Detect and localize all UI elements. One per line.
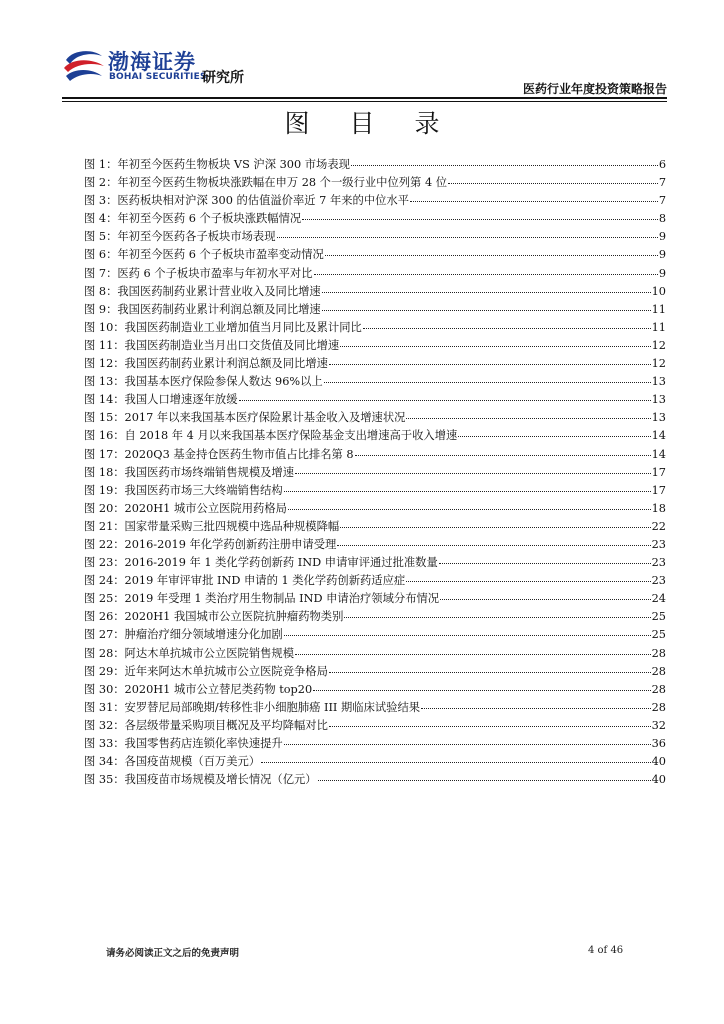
bohai-logo-icon bbox=[62, 48, 106, 84]
report-title: 医药行业年度投资策略报告 bbox=[522, 82, 667, 96]
toc-entry[interactable] bbox=[84, 391, 666, 409]
dot-leader bbox=[440, 598, 651, 600]
toc-entry-label: 图 2：年初至今医药生物板块涨跌幅在申万 28 个一级行业中位列第 4 位 bbox=[84, 176, 448, 190]
disclaimer-note: 请务必阅读正文之后的免责声明 bbox=[106, 948, 240, 959]
toc-entry-label: 图 7：医药 6 个子板块市盈率与年初水平对比 bbox=[84, 266, 313, 280]
dot-leader bbox=[340, 526, 650, 528]
toc-entry[interactable] bbox=[84, 246, 666, 264]
dot-leader bbox=[314, 273, 658, 275]
toc-entry-label: 图 35：我国疫苗市场规模及增长情况（亿元） bbox=[84, 773, 317, 787]
toc-entry-label: 图 25：2019 年受理 1 类治疗用生物制品 IND 申请治疗领域分布情况 bbox=[84, 592, 440, 606]
dot-leader bbox=[284, 743, 651, 745]
dot-leader bbox=[329, 363, 651, 365]
toc-entry-page: 7 bbox=[658, 194, 666, 208]
toc-entry-label: 图 1：年初至今医药生物板块 VS 沪深 300 市场表现 bbox=[84, 158, 350, 171]
toc-entry[interactable] bbox=[84, 319, 666, 337]
toc-entry-label: 图 12：我国医药制药业累计利润总额及同比增速 bbox=[84, 357, 328, 371]
toc-entry[interactable] bbox=[84, 283, 666, 301]
toc-entry-page: 17 bbox=[651, 465, 666, 479]
header-rule bbox=[62, 97, 667, 99]
dot-leader bbox=[351, 164, 658, 166]
toc-entry-label: 图 27：肿瘤治疗细分领域增速分化加剧 bbox=[84, 628, 283, 642]
toc-entry-page: 28 bbox=[651, 682, 666, 696]
toc-entry-page: 25 bbox=[651, 610, 666, 624]
dot-leader bbox=[284, 490, 651, 492]
toc-entry[interactable] bbox=[84, 192, 666, 210]
toc-entry[interactable] bbox=[84, 464, 666, 482]
toc-entry-label: 图 3：医药板块相对沪深 300 的估值溢价率近 7 年来的中位水平 bbox=[84, 194, 410, 208]
toc-entry-label: 图 5：年初至今医药各子板块市场表现 bbox=[84, 230, 276, 244]
toc-entry[interactable] bbox=[84, 663, 666, 681]
toc-entry-label: 图 20：2020H1 城市公立医院用药格局 bbox=[84, 501, 287, 515]
toc-entry[interactable] bbox=[84, 301, 666, 319]
toc-entry-label: 图 18：我国医药市场终端销售规模及增速 bbox=[84, 465, 295, 479]
toc-entry-label: 图 13：我国基本医疗保险参保人数达 96%以上 bbox=[84, 375, 323, 389]
toc-entry-label: 图 23：2016-2019 年 1 类化学药创新药 IND 申请审评通过批准数量 bbox=[84, 556, 438, 570]
dot-leader bbox=[439, 562, 651, 564]
toc-entry[interactable] bbox=[84, 626, 666, 644]
dot-leader bbox=[318, 779, 651, 781]
dot-leader bbox=[337, 544, 650, 546]
toc-entry[interactable] bbox=[84, 572, 666, 590]
logo-company-name: 渤海证券 bbox=[108, 50, 196, 74]
toc-entry[interactable] bbox=[84, 735, 666, 753]
toc-entry-label: 图 10：我国医药制造业工业增加值当月同比及累计同比 bbox=[84, 320, 362, 334]
toc-entry-page: 13 bbox=[651, 411, 666, 425]
toc-entry[interactable] bbox=[84, 355, 666, 373]
toc-entry-page: 28 bbox=[651, 664, 666, 678]
dot-leader bbox=[313, 689, 650, 691]
page-header bbox=[62, 42, 667, 98]
toc-heading: 图 目 录 bbox=[284, 109, 456, 138]
toc-entry[interactable] bbox=[84, 645, 666, 663]
toc-entry[interactable] bbox=[84, 210, 666, 228]
toc-entry-page: 11 bbox=[651, 302, 666, 316]
toc-entry[interactable] bbox=[84, 771, 666, 789]
toc-entry-page: 22 bbox=[651, 519, 666, 533]
dot-leader bbox=[344, 616, 650, 618]
toc-entry-page: 11 bbox=[651, 320, 666, 334]
toc-entry-page: 13 bbox=[651, 393, 666, 407]
toc-entry[interactable] bbox=[84, 373, 666, 391]
dot-leader bbox=[325, 254, 658, 256]
toc-entry-page: 40 bbox=[651, 773, 666, 787]
header-rule-thin bbox=[62, 101, 667, 102]
dot-leader bbox=[355, 454, 651, 456]
toc-entry-page: 23 bbox=[651, 556, 666, 570]
dot-leader bbox=[322, 309, 651, 311]
dot-leader bbox=[421, 707, 651, 709]
dot-leader bbox=[458, 435, 650, 437]
toc-entry-label: 图 32：各层级带量采购项目概况及平均降幅对比 bbox=[84, 718, 328, 732]
toc-entry-page: 23 bbox=[651, 574, 666, 588]
toc-entry[interactable] bbox=[84, 228, 666, 246]
toc-entry-page: 24 bbox=[651, 592, 666, 606]
toc-entry-page: 12 bbox=[651, 338, 666, 352]
toc-entry[interactable] bbox=[84, 608, 666, 626]
toc-entry-label: 图 16：自 2018 年 4 月以来我国基本医疗保险基金支出增速高于收入增速 bbox=[84, 429, 458, 443]
toc-entry-page: 14 bbox=[651, 429, 666, 443]
toc-entry-label: 图 8：我国医药制药业累计营业收入及同比增速 bbox=[84, 284, 321, 298]
figure-table-of-contents bbox=[84, 156, 666, 789]
toc-entry-label: 图 24：2019 年审评审批 IND 申请的 1 类化学药创新药适应症 bbox=[84, 574, 406, 588]
dot-leader bbox=[284, 634, 651, 636]
toc-entry[interactable] bbox=[84, 753, 666, 771]
dot-leader bbox=[277, 236, 658, 238]
toc-entry-label: 图 34：各国疫苗规模（百万美元） bbox=[84, 755, 261, 769]
dot-leader bbox=[406, 417, 650, 419]
dot-leader bbox=[448, 182, 658, 184]
dot-leader bbox=[322, 291, 651, 293]
toc-entry[interactable] bbox=[84, 482, 666, 500]
toc-entry[interactable] bbox=[84, 554, 666, 572]
toc-entry-label: 图 21：国家带量采购三批四规模中选品种规模降幅 bbox=[84, 519, 340, 533]
dot-leader bbox=[295, 472, 651, 474]
toc-entry-label: 图 28：阿达木单抗城市公立医院销售规模 bbox=[84, 646, 295, 660]
toc-entry-label: 图 9：我国医药制药业累计利润总额及同比增速 bbox=[84, 302, 321, 316]
toc-entry-page: 28 bbox=[651, 700, 666, 714]
page-number: 4 of 46 bbox=[588, 945, 624, 956]
logo-company-name-en: BOHAI SECURITIES bbox=[109, 72, 207, 82]
dot-leader bbox=[302, 218, 658, 220]
toc-entry-label: 图 6：年初至今医药 6 个子板块市盈率变动情况 bbox=[84, 248, 324, 262]
dot-leader bbox=[324, 381, 651, 383]
toc-entry-label: 图 33：我国零售药店连锁化率快速提升 bbox=[84, 737, 283, 750]
dot-leader bbox=[329, 671, 651, 673]
toc-entry[interactable] bbox=[84, 699, 666, 717]
dot-leader bbox=[288, 508, 651, 510]
dot-leader bbox=[410, 200, 658, 202]
toc-entry-label: 图 11：我国医药制造业当月出口交货值及同比增速 bbox=[84, 338, 340, 352]
toc-entry-page: 6 bbox=[658, 158, 666, 171]
toc-entry-label: 图 22：2016-2019 年化学药创新药注册申请受理 bbox=[84, 537, 337, 551]
toc-entry-page: 10 bbox=[651, 284, 666, 298]
toc-entry[interactable] bbox=[84, 500, 666, 518]
toc-entry[interactable] bbox=[84, 156, 666, 174]
toc-entry[interactable] bbox=[84, 681, 666, 699]
toc-entry-page: 36 bbox=[651, 737, 666, 750]
institute-label: 研究所 bbox=[202, 70, 244, 86]
toc-entry-label: 图 4：年初至今医药 6 个子板块涨跌幅情况 bbox=[84, 212, 302, 226]
toc-entry-label: 图 31：安罗替尼局部晚期/转移性非小细胞肺癌 III 期临床试验结果 bbox=[84, 700, 421, 714]
toc-entry-page: 23 bbox=[651, 537, 666, 551]
toc-entry-label: 图 26：2020H1 我国城市公立医院抗肿瘤药物类别 bbox=[84, 610, 344, 624]
toc-entry-page: 9 bbox=[658, 230, 666, 244]
toc-entry-page: 28 bbox=[651, 646, 666, 660]
toc-entry-label: 图 17：2020Q3 基金持仓医药生物市值占比排名第 8 bbox=[84, 447, 354, 461]
dot-leader bbox=[363, 327, 651, 329]
toc-entry-page: 32 bbox=[651, 718, 666, 732]
toc-entry[interactable] bbox=[84, 265, 666, 283]
dot-leader bbox=[295, 653, 651, 655]
toc-entry[interactable] bbox=[84, 536, 666, 554]
toc-entry-page: 9 bbox=[658, 266, 666, 280]
toc-entry[interactable] bbox=[84, 427, 666, 445]
dot-leader bbox=[261, 761, 651, 763]
dot-leader bbox=[340, 345, 650, 347]
dot-leader bbox=[329, 725, 651, 727]
toc-entry-page: 8 bbox=[658, 212, 666, 226]
toc-entry-page: 13 bbox=[651, 375, 666, 389]
toc-entry-label: 图 15：2017 年以来我国基本医疗保险累计基金收入及增速状况 bbox=[84, 411, 406, 425]
toc-entry-label: 图 19：我国医药市场三大终端销售结构 bbox=[84, 483, 283, 497]
toc-entry-page: 14 bbox=[651, 447, 666, 461]
toc-entry-page: 7 bbox=[658, 176, 666, 190]
toc-entry[interactable] bbox=[84, 717, 666, 735]
toc-entry-page: 25 bbox=[651, 628, 666, 642]
toc-entry-page: 40 bbox=[651, 755, 666, 769]
toc-entry[interactable] bbox=[84, 174, 666, 192]
toc-entry-page: 12 bbox=[651, 357, 666, 371]
toc-entry-page: 9 bbox=[658, 248, 666, 262]
toc-entry-label: 图 30：2020H1 城市公立替尼类药物 top20 bbox=[84, 682, 313, 696]
dot-leader bbox=[406, 580, 650, 582]
toc-entry[interactable] bbox=[84, 518, 666, 536]
toc-entry-page: 18 bbox=[651, 501, 666, 515]
dot-leader bbox=[239, 399, 651, 401]
toc-entry-label: 图 29：近年来阿达木单抗城市公立医院竞争格局 bbox=[84, 664, 328, 678]
toc-entry-page: 17 bbox=[651, 483, 666, 497]
toc-entry[interactable] bbox=[84, 590, 666, 608]
toc-entry[interactable] bbox=[84, 409, 666, 427]
toc-entry-label: 图 14：我国人口增速逐年放缓 bbox=[84, 393, 238, 407]
toc-entry[interactable] bbox=[84, 337, 666, 355]
toc-entry[interactable] bbox=[84, 446, 666, 464]
